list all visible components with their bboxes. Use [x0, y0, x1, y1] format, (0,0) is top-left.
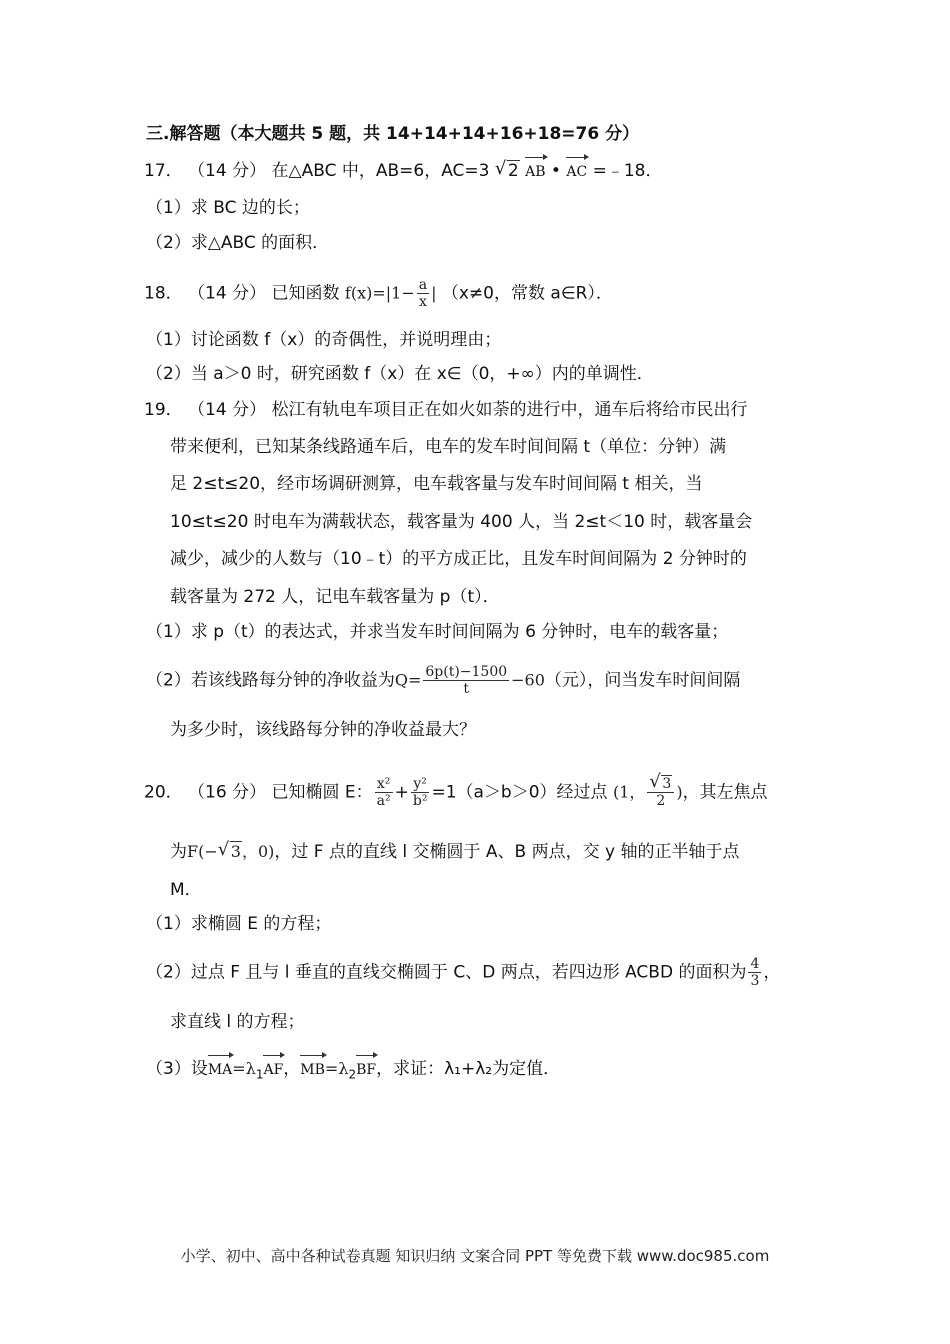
q20-plus: +: [394, 782, 409, 803]
q20-line2: [170, 840, 739, 864]
q19-frac-num: 6p(t)−1500: [425, 664, 508, 680]
q20-frac-y-den: b²: [412, 793, 428, 809]
q20-focus-sqrt: √ 3: [217, 839, 241, 861]
q17-sqrt: √ 2: [494, 158, 519, 181]
q19-text-1: 松江有轨电车项目正在如火如荼的进行中，通车后将给市民出行: [271, 400, 748, 420]
q17-stem: [144, 159, 662, 184]
q18-frac-den: x: [418, 294, 427, 310]
q18-stem: [144, 277, 613, 310]
q17-sqrt-value: 2: [507, 161, 519, 181]
q20-line3: M．: [170, 880, 202, 900]
q20-part2-text-a: （2）过点 F 且与 l 垂直的直线交椭圆于 C、D 两点，若四边形 ACBD 的面积为: [146, 962, 747, 983]
q20-part1: （1）求椭圆 E 的方程；: [146, 914, 332, 934]
q20-points: （16 分）: [188, 782, 267, 803]
q20-focus-sqrt-value: 3: [230, 842, 241, 861]
q19-q-left: Q=: [394, 670, 422, 690]
q19-frac-den: t: [463, 681, 470, 697]
q19-line2: 带来便利，已知某条线路通车后，电车的发车时间间隔 t（单位：分钟）满: [170, 437, 727, 457]
q20-frac-x-num: x²: [375, 776, 393, 793]
q20-part2-cont: 求直线 l 的方程；: [170, 1012, 305, 1032]
q20-text-c: ，其左焦点: [682, 782, 768, 803]
q19-number: 19．: [144, 400, 183, 420]
q19-line3: 足 2≤t≤20，经市场调研测算，电车载客量与发车时间间隔 t 相关，当: [170, 474, 703, 494]
q20-text-b: =1（a＞b＞0）经过点: [431, 782, 608, 803]
q20-area-num: 4: [750, 956, 760, 972]
q20-area-den: 3: [750, 973, 760, 989]
q18-fraction: [417, 277, 429, 310]
q17-vector-ab: AB: [525, 160, 545, 184]
q19-q-right: −60: [511, 670, 545, 690]
q19-part2: [146, 664, 740, 697]
q20-stem: [144, 771, 768, 809]
q18-part2: （2）当 a＞0 时，研究函数 f（x）在 x∈（0，+∞）内的单调性．: [146, 364, 654, 384]
q19-line5: 减少，减少的人数与（10﹣t）的平方成正比，且发车时间间隔为 2 分钟时的: [170, 549, 747, 569]
page-footer: 小学、初中、高中各种试卷真题 知识归纳 文案合同 PPT 等免费下载 www.doc985.com: [180, 1247, 770, 1265]
q17-points: （14 分）: [188, 161, 267, 181]
q20-eq1: =λ: [232, 1059, 256, 1078]
q18-frac-num: a: [418, 277, 428, 293]
q20-point-left: (1，: [612, 782, 646, 802]
q20-vector-mb: MB: [300, 1058, 325, 1082]
q19-part2-text-b: （元），问当发车时间间隔: [544, 670, 741, 691]
q18-text-b: （x≠0，常数 a∈R）．: [441, 283, 613, 304]
q20-area-frac: [748, 956, 761, 989]
q20-frac-x: [375, 776, 393, 809]
q18-function-left: f(x)=|1−: [344, 283, 415, 303]
q20-part3: [146, 1057, 560, 1086]
q19-part2-text-a: （2）若该线路每分钟的净收益为: [146, 670, 395, 691]
q19-line4: 10≤t≤20 时电车为满载状态，载客量为 400 人，当 2≤t＜10 时，载客量会: [170, 512, 753, 532]
q17-part2: （2）求△ABC 的面积．: [146, 233, 330, 253]
q20-text-a: 已知椭圆 E：: [271, 782, 373, 803]
q19-points: （14 分）: [188, 400, 267, 420]
q20-point-frac: [647, 771, 674, 809]
q20-focus-right: ，0): [241, 842, 275, 861]
q19-fraction: [423, 664, 509, 697]
q20-vector-ma: MA: [208, 1058, 232, 1082]
q17-part1: （1）求 BC 边的长；: [146, 198, 310, 218]
q20-focus-left: F(−: [187, 842, 218, 861]
q20-frac-y: [411, 776, 430, 809]
q20-sub2: 2: [348, 1067, 357, 1082]
q19-line6: 载客量为 272 人，记电车载客量为 p（t）．: [170, 587, 500, 607]
q20-eq2: =λ: [324, 1059, 349, 1078]
q18-number: 18．: [144, 283, 183, 304]
q18-points: （14 分）: [188, 283, 267, 304]
q20-part2-text-b: ，: [763, 962, 781, 983]
q18-text-a: 已知函数: [271, 283, 340, 304]
q20-comma: ，: [283, 1059, 301, 1079]
q17-dot: •: [550, 161, 561, 181]
q19-part1: （1）求 p（t）的表达式，并求当发车时间间隔为 6 分钟时，电车的载客量；: [146, 622, 729, 642]
q17-text-b: =﹣18．: [592, 161, 663, 181]
q18-function-right: |: [431, 283, 437, 303]
q20-number: 20．: [144, 782, 183, 803]
q20-part3-text-b: ，求证：λ₁+λ₂为定值．: [376, 1059, 561, 1079]
q20-frac-y-num: y²: [411, 776, 430, 793]
section-title: 三.解答题（本大题共 5 题，共 14+14+14+16+18=76 分）: [146, 124, 640, 144]
q20-sub1: 1: [255, 1067, 264, 1082]
q20-point-den: 2: [656, 793, 666, 809]
q20-part2: [146, 956, 780, 989]
q20-line2-b: ，过 F 点的直线 l 交椭圆于 A、B 两点，交 y 轴的正半轴于点: [274, 842, 740, 862]
q17-number: 17．: [144, 161, 183, 181]
q20-point-sqrt-value: 3: [662, 776, 672, 792]
q20-vector-af: AF: [263, 1058, 283, 1082]
q20-vector-bf: BF: [356, 1058, 376, 1082]
q17-vector-ac: AC: [566, 160, 587, 184]
q19-part2-cont: 为多少时，该线路每分钟的净收益最大？: [170, 720, 476, 740]
q19-line1: [144, 398, 748, 422]
q20-part3-text-a: （3）设: [146, 1059, 208, 1079]
q20-point-sqrt: √ 3: [649, 771, 672, 792]
q20-line2-a: 为: [170, 842, 187, 862]
q20-point-right: ): [676, 782, 683, 802]
q20-frac-x-den: a²: [376, 793, 391, 809]
q17-text-a: 在△ABC 中，AB=6，AC=3: [271, 161, 490, 181]
q18-part1: （1）讨论函数 f（x）的奇偶性，并说明理由；: [146, 330, 502, 350]
